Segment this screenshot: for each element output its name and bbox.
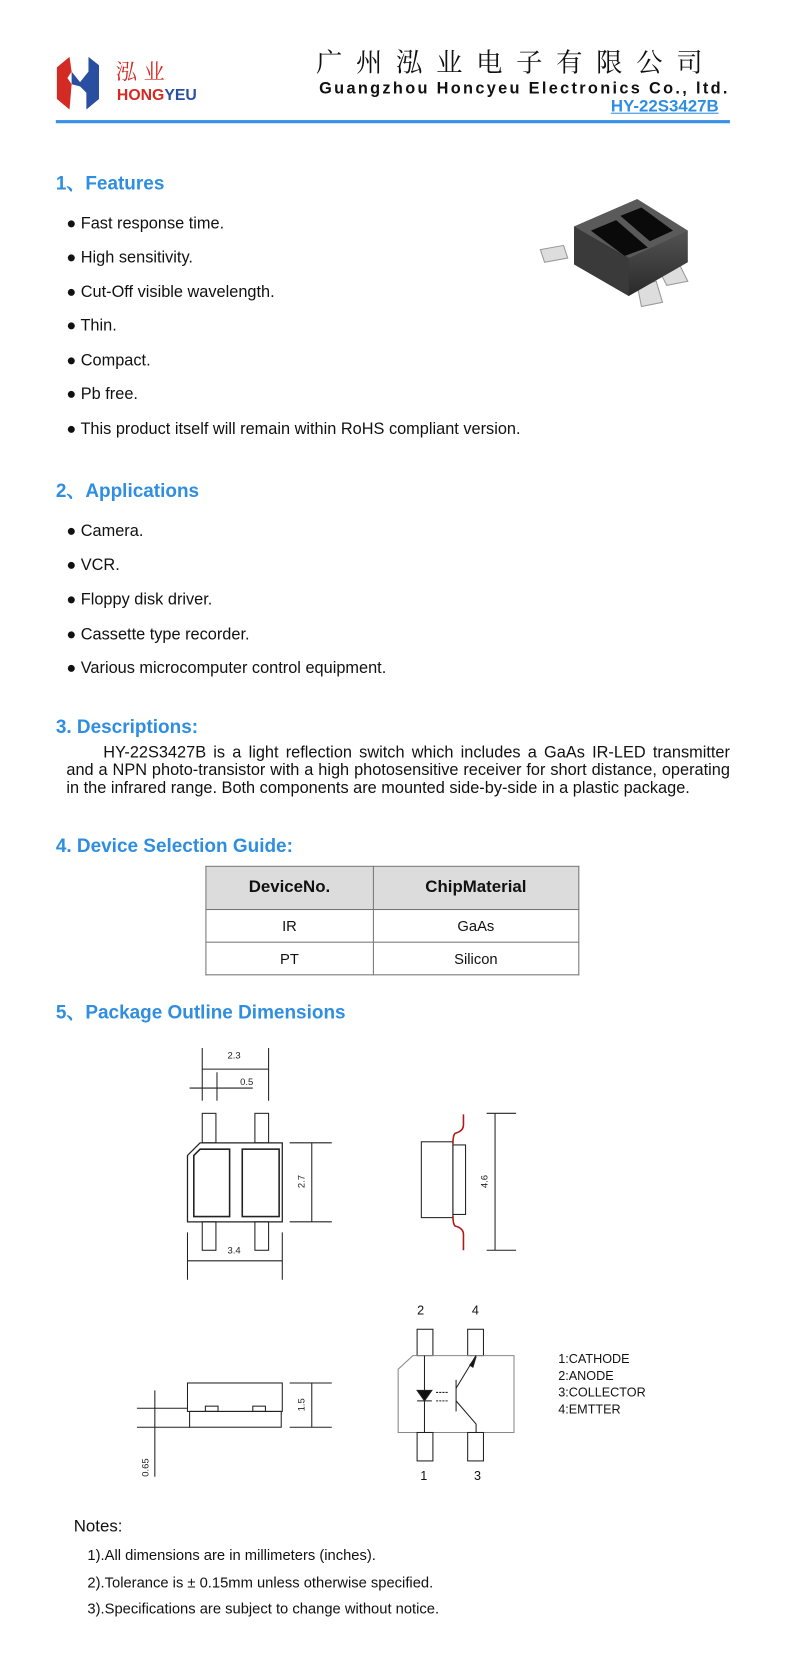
company-name-chinese: 广州泓业电子有限公司: [315, 47, 717, 78]
pin-legend-item: 4:EMTTER: [558, 1402, 621, 1417]
application-item: ● Camera.: [66, 522, 144, 541]
application-item: ● Cassette type recorder.: [66, 625, 250, 644]
features-heading: 1、Features: [55, 172, 165, 194]
front-view: [137, 1383, 332, 1477]
dim-1-5: 1.5: [296, 1398, 308, 1412]
side-view: [421, 1113, 516, 1250]
dim-2-3: 2.3: [227, 1050, 241, 1062]
feature-item: ● Cut-Off visible wavelength.: [66, 283, 275, 302]
pin-legend-item: 1:CATHODE: [558, 1351, 630, 1366]
applications-heading: 2、Applications: [55, 480, 200, 502]
table-cell: IR: [206, 910, 373, 943]
company-name-english: Guangzhou Honcyeu Electronics Co., ltd.: [319, 80, 730, 98]
selection-heading: 4. Device Selection Guide:: [55, 835, 293, 857]
dim-0-65: 0.65: [140, 1458, 152, 1477]
pin-legend-item: 2:ANODE: [558, 1368, 614, 1383]
logo-english: HONGYEU: [116, 86, 197, 105]
dim-4-6: 4.6: [479, 1174, 491, 1189]
model-number: HY-22S3427B: [610, 97, 719, 116]
feature-item: ● This product itself will remain within RoHS compliant version.: [66, 420, 521, 439]
column-header: DeviceNo.: [206, 866, 373, 909]
description-text: HY-22S3427B is a light reflection switch which includes a GaAs IR-LED transmitter and a NPN photo-transistor with a high photosensitive receiver for short distance, operating in the infrared range. Both components are mounted side-by-side in a plastic package.: [66, 743, 730, 798]
logo-chinese: 泓 业: [115, 58, 165, 85]
feature-item: ● Compact.: [66, 351, 151, 370]
notes-heading: Notes:: [73, 1517, 123, 1536]
table-cell: PT: [206, 942, 373, 975]
application-item: ● VCR.: [66, 556, 120, 575]
feature-item: ● High sensitivity.: [66, 248, 193, 267]
application-item: ● Various microcomputer control equipment.: [66, 659, 387, 678]
table-cell: Silicon: [373, 942, 579, 975]
feature-item: ● Fast response time.: [66, 214, 225, 233]
note-item: 1).All dimensions are in millimeters (inches).: [87, 1546, 376, 1564]
package-heading: 5、Package Outline Dimensions: [55, 1001, 346, 1023]
dim-3-4: 3.4: [227, 1245, 241, 1257]
pin-label-4: 4: [471, 1303, 479, 1318]
top-view: [187, 1048, 331, 1280]
pin-label-3: 3: [473, 1468, 482, 1483]
descriptions-heading: 3. Descriptions:: [55, 716, 199, 738]
pin-schematic: [398, 1304, 646, 1483]
note-item: 2).Tolerance is ± 0.15mm unless otherwise specified.: [87, 1573, 434, 1591]
note-item: 3).Specifications are subject to change without notice.: [87, 1599, 440, 1617]
feature-item: ● Thin.: [66, 317, 117, 335]
application-item: ● Floppy disk driver.: [66, 590, 213, 609]
table-cell: GaAs: [373, 910, 579, 943]
pin-label-2: 2: [417, 1303, 425, 1318]
dim-0-5: 0.5: [240, 1076, 254, 1088]
dim-2-7: 2.7: [296, 1174, 308, 1189]
column-header: ChipMaterial: [373, 866, 579, 909]
pin-label-1: 1: [420, 1468, 428, 1483]
pin-legend-item: 3:COLLECTOR: [558, 1385, 646, 1400]
feature-item: ● Pb free.: [66, 385, 138, 404]
